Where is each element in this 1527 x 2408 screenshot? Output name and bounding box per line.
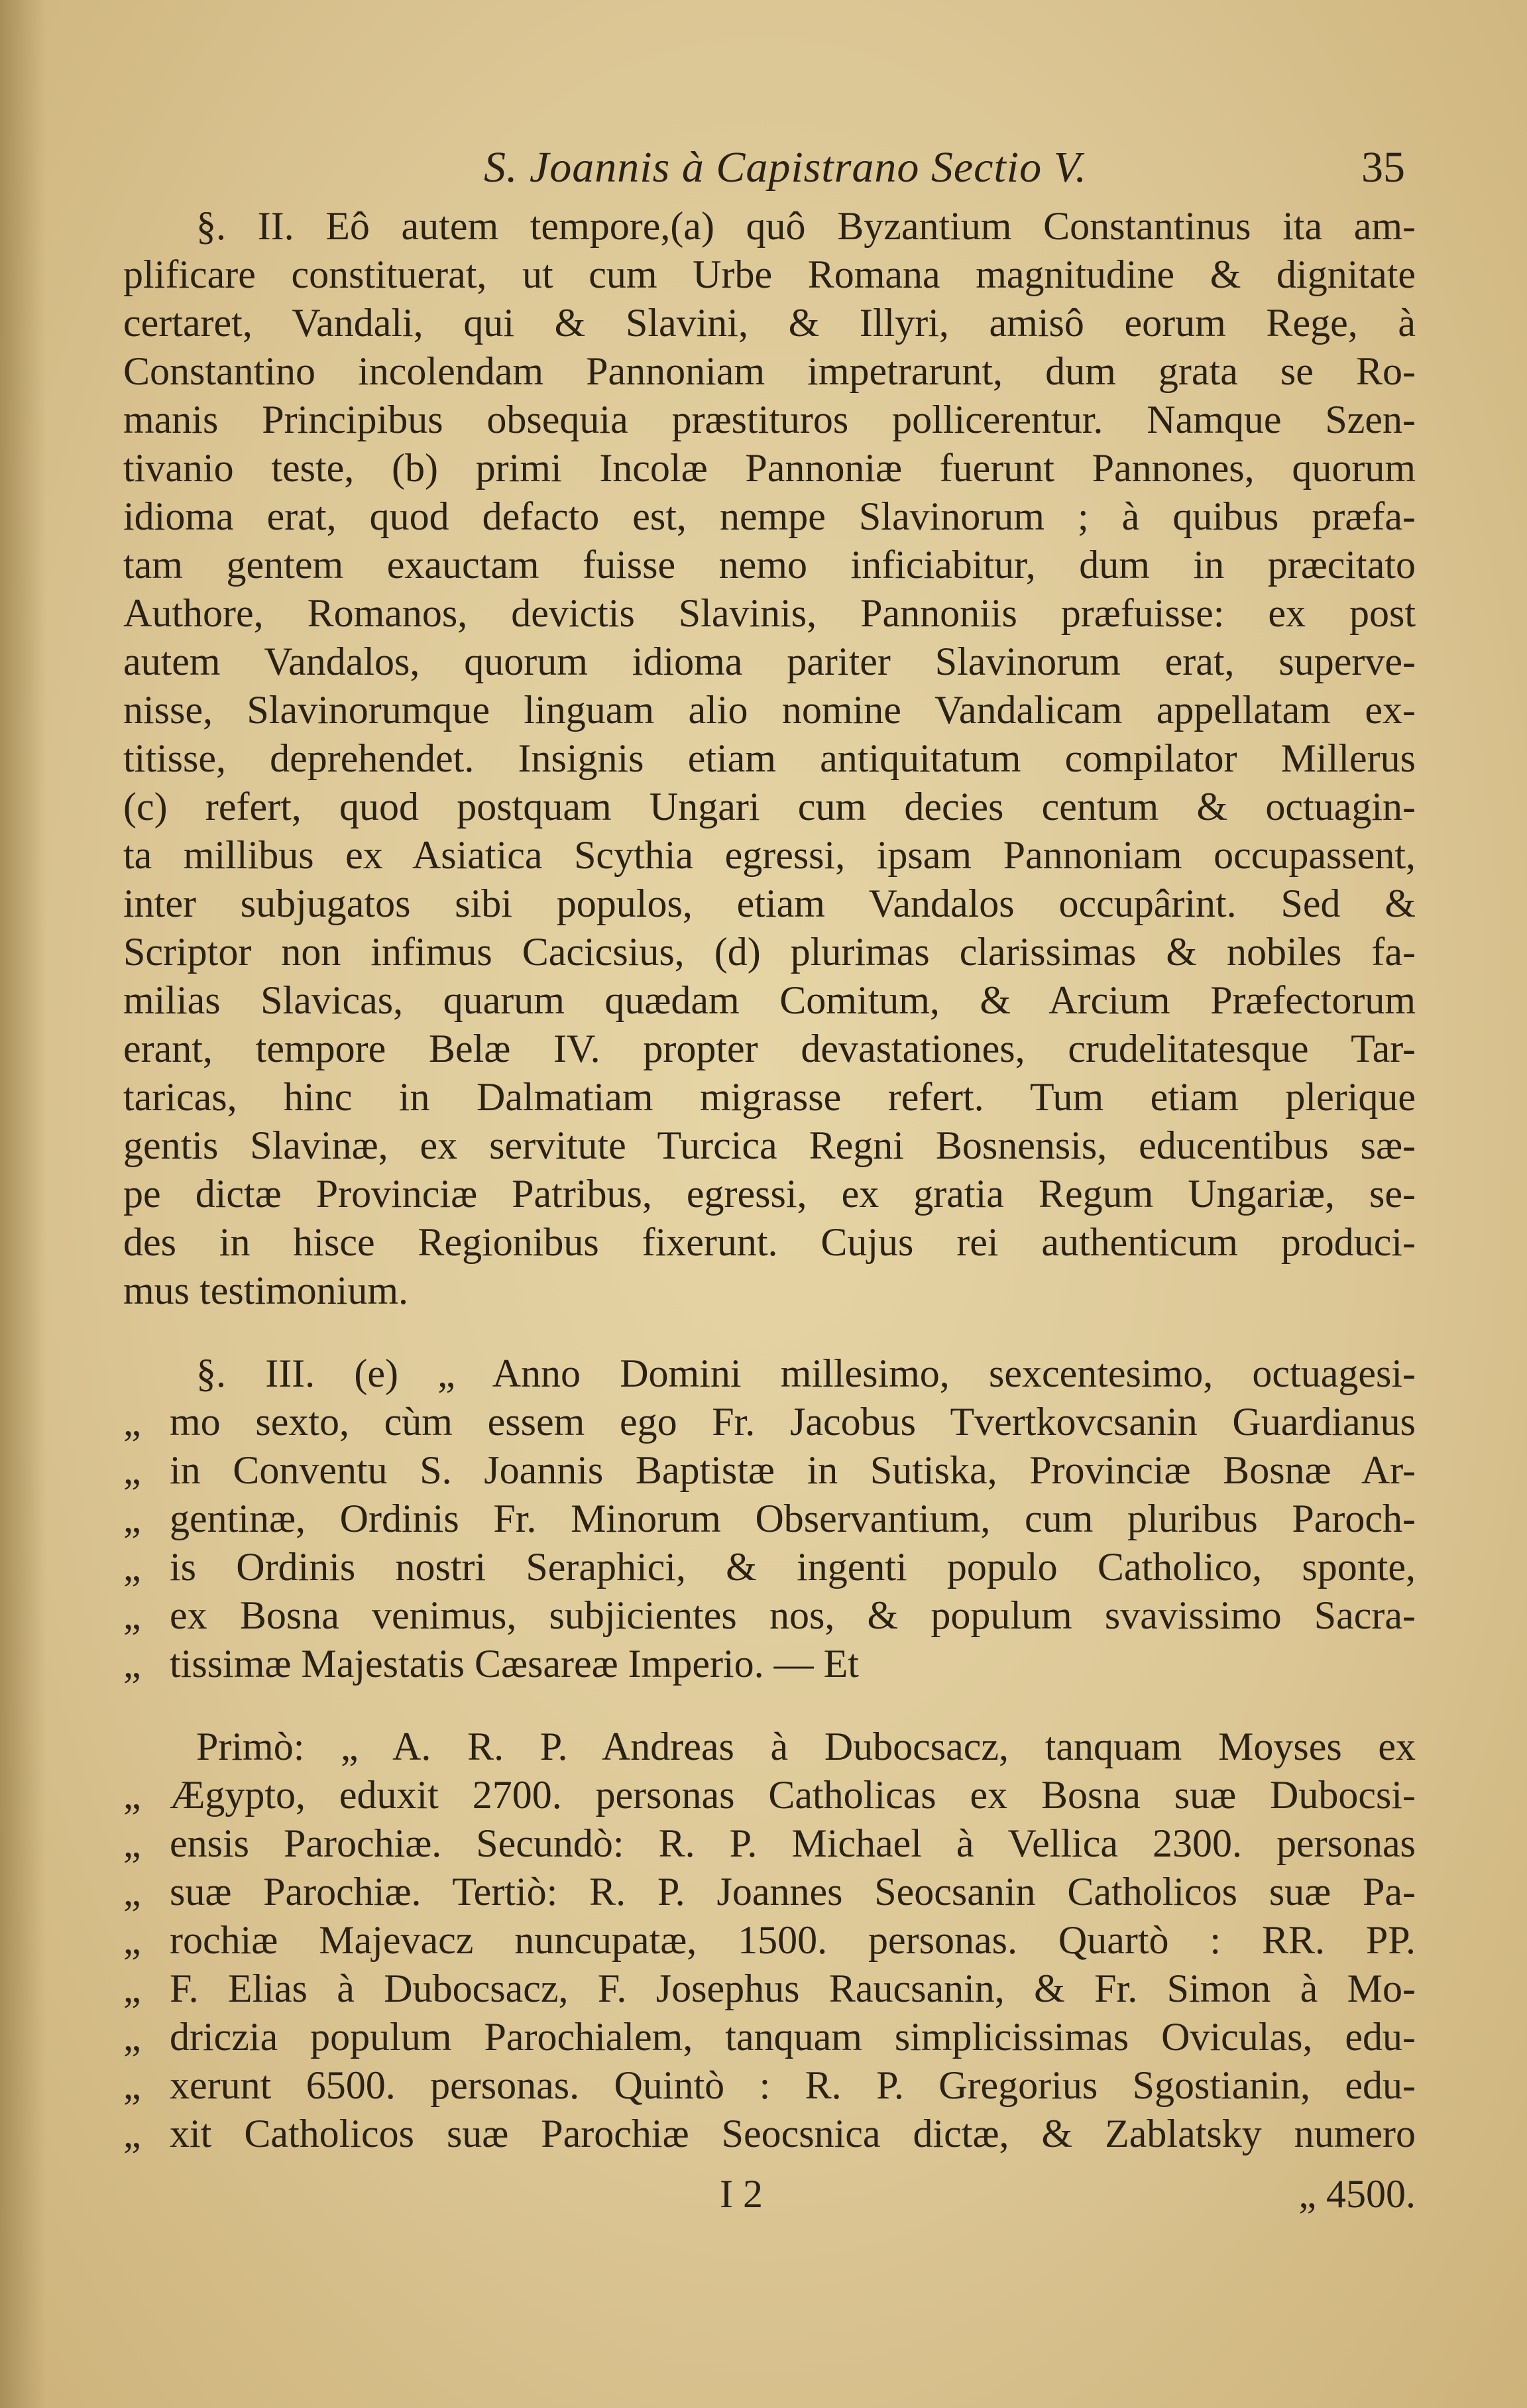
text-line: des in hisce Regionibus fixerunt. Cujus rei authenticum produci-	[123, 1220, 1416, 1264]
quoted-line	[123, 1868, 1416, 1916]
text-line: in Conventu S. Joannis Baptistæ in Sutiska, Provinciæ Bosnæ Ar-	[170, 1448, 1416, 1492]
text-line: rochiæ Majevacz nuncupatæ, 1500. personas. Quartò : RR. PP.	[170, 1918, 1416, 1962]
quoted-line	[123, 1916, 1416, 1965]
text-line: nisse, Slavinorumque linguam alio nomine Vandalicam appellatam ex-	[123, 688, 1416, 732]
text-line: ensis Parochiæ. Secundò: R. P. Michael à Vellica 2300. personas	[170, 1821, 1416, 1865]
paragraph-gap	[123, 1688, 1416, 1723]
text-line: tivanio teste, (b) primi Incolæ Pannoniæ fuerunt Pannones, quorum	[123, 446, 1416, 490]
text-line: idioma erat, quod defacto est, nempe Slavinorum ; à quibus præfa-	[123, 494, 1416, 538]
signature-mark: I 2	[720, 2172, 763, 2216]
text-line: inter subjugatos sibi populos, etiam Vandalos occupârint. Sed &	[123, 882, 1416, 925]
text-line: tam gentem exauctam fuisse nemo inficiabitur, dum in præcitato	[123, 543, 1416, 587]
text-line: ex Bosna venimus, subjicientes nos, & populum svavissimo Sacra-	[170, 1593, 1416, 1637]
quote-mark: „	[123, 1448, 141, 1492]
quote-mark: „	[123, 1870, 141, 1914]
text-line: §. III. (e) „ Anno Domini millesimo, sexcentesimo, octuagesi-	[196, 1351, 1416, 1395]
quote-mark: „	[123, 1773, 141, 1817]
text-line: xerunt 6500. personas. Quintò : R. P. Gregorius Sgostianin, edu-	[170, 2063, 1416, 2107]
text-line: certaret, Vandali, qui & Slavini, & Illyri, amisô eorum Rege, à	[123, 301, 1416, 345]
text-line: manis Principibus obsequia præstituros pollicerentur. Namque Szen-	[123, 398, 1416, 441]
quoted-line	[123, 1543, 1416, 1591]
text-line: is Ordinis nostri Seraphici, & ingenti populo Catholico, sponte,	[170, 1545, 1416, 1589]
text-line: suæ Parochiæ. Tertiò: R. P. Joannes Seocsanin Catholicos suæ Pa-	[170, 1870, 1416, 1914]
page-footer	[123, 2171, 1416, 2224]
page-header	[484, 143, 1405, 202]
quote-mark: „	[123, 1918, 141, 1962]
text-line: tissimæ Majestatis Cæsareæ Imperio. — Et	[170, 1642, 859, 1686]
quoted-line	[123, 1819, 1416, 1868]
quote-mark: „	[123, 2112, 141, 2155]
quoted-line	[123, 1495, 1416, 1543]
page-number: 35	[1361, 143, 1405, 192]
quoted-line	[123, 1640, 1416, 1688]
quoted-line	[123, 1446, 1416, 1495]
text-line: Ægypto, eduxit 2700. personas Catholicas ex Bosna suæ Dubocsi-	[170, 1773, 1416, 1817]
text-line: autem Vandalos, quorum idioma pariter Slavinorum erat, superve-	[123, 640, 1416, 683]
text-line: Constantino incolendam Pannoniam impetrarunt, dum grata se Ro-	[123, 349, 1416, 393]
text-line: §. II. Eô autem tempore,(a) quô Byzantium Constantinus ita am-	[196, 204, 1416, 248]
quote-mark: „	[123, 1497, 141, 1540]
text-line: Scriptor non infimus Cacicsius, (d) plurimas clarissimas & nobiles fa-	[123, 930, 1416, 974]
quoted-line	[123, 1771, 1416, 1819]
quote-mark: „	[123, 1642, 141, 1686]
quote-mark: „	[123, 1821, 141, 1865]
quote-mark: „	[123, 1400, 141, 1444]
text-line: erant, tempore Belæ IV. propter devastationes, crudelitatesque Tar-	[123, 1027, 1416, 1070]
quote-mark: „	[123, 2015, 141, 2059]
quoted-line	[123, 2110, 1416, 2158]
text-line: taricas, hinc in Dalmatiam migrasse refert. Tum etiam plerique	[123, 1075, 1416, 1119]
quote-mark: „	[123, 1593, 141, 1637]
text-line: pe dictæ Provinciæ Patribus, egressi, ex gratia Regum Ungariæ, se-	[123, 1172, 1416, 1216]
text-line: mo sexto, cùm essem ego Fr. Jacobus Tvertkovcsanin Guardianus	[170, 1400, 1416, 1444]
quoted-line	[123, 2061, 1416, 2110]
gutter-shadow	[0, 0, 46, 2408]
text-line: gentis Slavinæ, ex servitute Turcica Regni Bosnensis, educentibus sæ-	[123, 1123, 1416, 1167]
catchword: „ 4500.	[1298, 2172, 1416, 2216]
body-text	[123, 202, 1416, 2158]
text-line: Authore, Romanos, devictis Slavinis, Pannoniis præfuisse: ex post	[123, 591, 1416, 635]
text-line: driczia populum Parochialem, tanquam simplicissimas Oviculas, edu-	[170, 2015, 1416, 2059]
text-line: xit Catholicos suæ Parochiæ Seocsnica dictæ, & Zablatsky numero	[170, 2112, 1416, 2155]
paragraph-gap	[123, 1315, 1416, 1349]
text-line: ta millibus ex Asiatica Scythia egressi, ipsam Pannoniam occupassent,	[123, 833, 1416, 877]
text-line: milias Slavicas, quarum quædam Comitum, & Arcium Præfectorum	[123, 978, 1416, 1022]
text-line: plificare constituerat, ut cum Urbe Romana magnitudine & dignitate	[123, 253, 1416, 296]
quote-mark: „	[123, 2063, 141, 2107]
quote-mark: „	[123, 1967, 141, 2010]
running-title: S. Joannis à Capistrano Sectio V.	[484, 143, 1087, 192]
paragraph-1	[123, 202, 1416, 1315]
quoted-line	[123, 1591, 1416, 1640]
quote-mark: „	[123, 1545, 141, 1589]
text-line: F. Elias à Dubocsacz, F. Josephus Raucsanin, & Fr. Simon à Mo-	[170, 1967, 1416, 2010]
quoted-line	[123, 1398, 1416, 1446]
text-line: (c) refert, quod postquam Ungari cum decies centum & octuagin-	[123, 785, 1416, 829]
quoted-line	[123, 1965, 1416, 2013]
quoted-line	[123, 2013, 1416, 2061]
paragraph-3	[123, 1723, 1416, 2158]
text-line: mus testimonium.	[123, 1269, 409, 1312]
text-line: Primò: „ A. R. P. Andreas à Dubocsacz, tanquam Moyses ex	[196, 1725, 1416, 1768]
text-line: gentinæ, Ordinis Fr. Minorum Observantium, cum pluribus Paroch-	[170, 1497, 1416, 1540]
text-line: titisse, deprehendet. Insignis etiam antiquitatum compilator Millerus	[123, 736, 1416, 780]
paragraph-2	[123, 1349, 1416, 1688]
